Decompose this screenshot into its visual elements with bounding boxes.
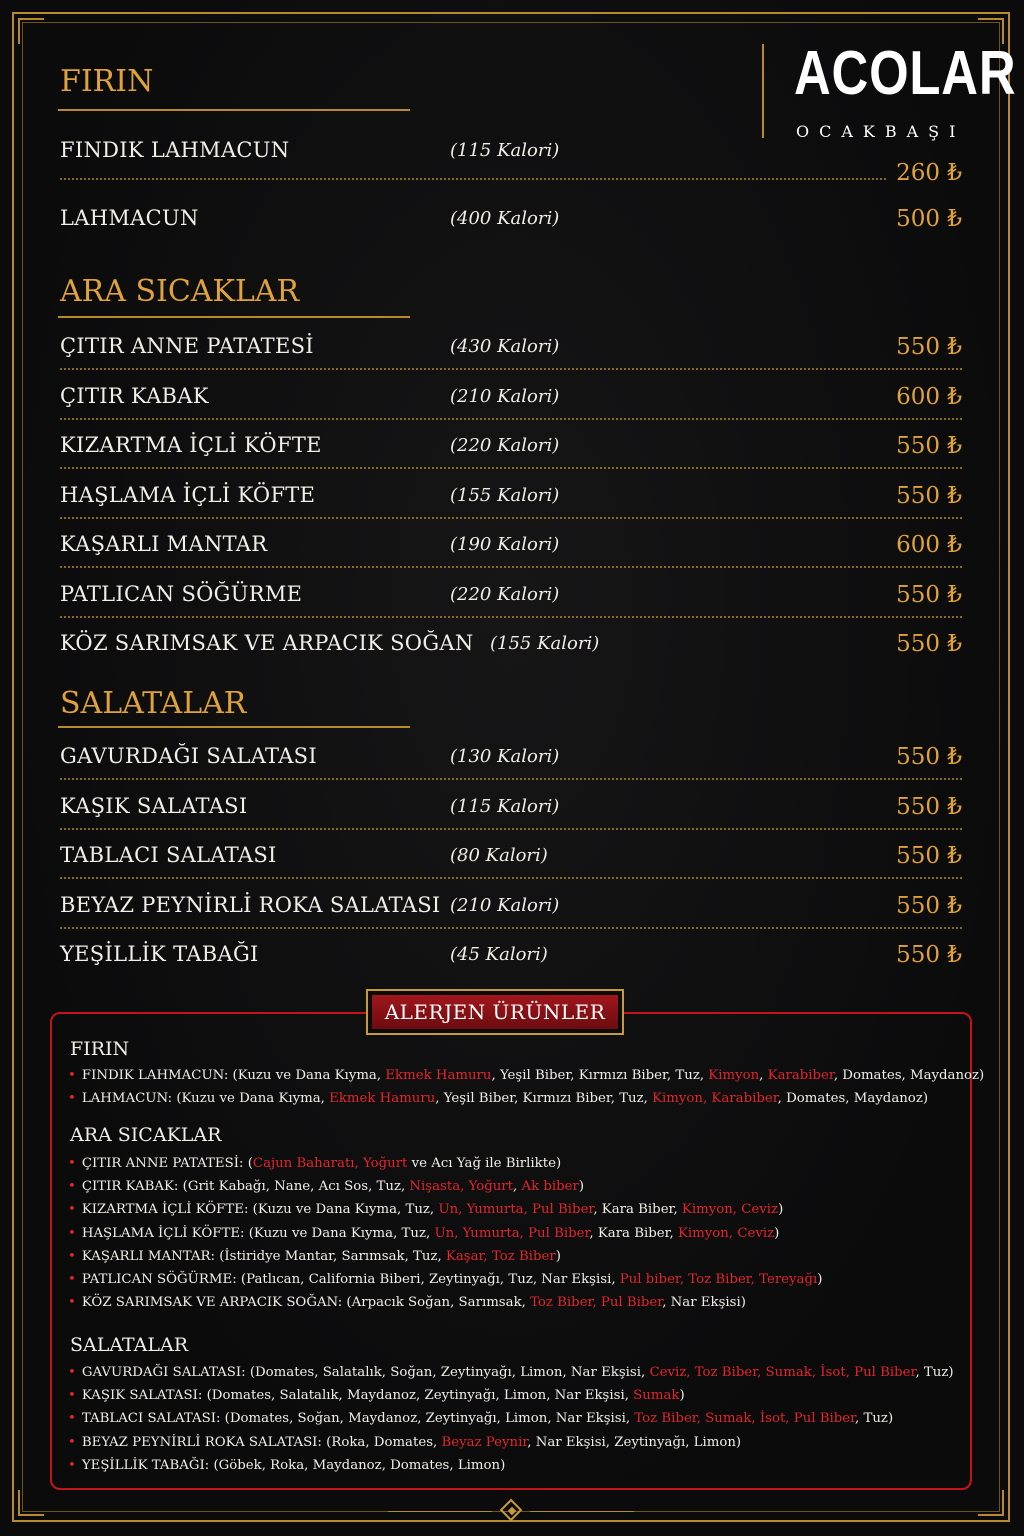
ingredient-text: , Yeşil Biber, Kırmızı Biber, Tuz, xyxy=(435,1091,653,1107)
allergen-group-title: FIRIN xyxy=(70,1038,130,1060)
bullet-icon: • xyxy=(68,1156,76,1171)
ingredient-text: YEŞİLLİK TABAĞI: (Göbek, Roka, Maydanoz, Domates, Limon) xyxy=(81,1457,506,1473)
allergen-highlight: Sumak xyxy=(633,1388,680,1404)
item-price: 260 ₺ xyxy=(896,160,962,186)
ingredient-text: , xyxy=(759,1068,768,1083)
ingredient-text: , Yeşil Biber, Kırmızı Biber, Tuz, xyxy=(491,1068,709,1083)
dotted-divider xyxy=(60,927,962,929)
allergen-line xyxy=(68,1431,954,1454)
item-calories: (80 Kalori) xyxy=(450,845,548,866)
bullet-icon: • xyxy=(68,1434,76,1450)
ingredient-text: , Tuz) xyxy=(915,1365,954,1380)
bottom-ornament xyxy=(0,1500,1024,1524)
section-title-firin: FIRIN xyxy=(60,64,154,99)
ingredient-text: KIZARTMA İÇLİ KÖFTE: (Kuzu ve Dana Kıyma, Tuz, xyxy=(81,1202,439,1218)
dotted-divider xyxy=(60,828,962,830)
ingredient-text: ) xyxy=(817,1272,823,1288)
bullet-icon: • xyxy=(68,1411,76,1427)
menu-item xyxy=(60,582,962,630)
menu-item xyxy=(60,384,962,432)
dotted-divider xyxy=(60,467,962,469)
allergen-highlight: Un, Yumurta, Pul Biber xyxy=(434,1225,590,1241)
item-calories: (130 Kalori) xyxy=(450,746,560,767)
item-price: 550 ₺ xyxy=(896,483,962,509)
item-price: 600 ₺ xyxy=(896,384,962,410)
dotted-divider xyxy=(60,178,886,180)
bullet-icon: • xyxy=(68,1179,76,1195)
item-calories: (220 Kalori) xyxy=(450,435,560,456)
allergen-highlight: Ak biber xyxy=(521,1179,579,1195)
item-name: YEŞİLLİK TABAĞI xyxy=(60,942,259,966)
dotted-divider xyxy=(60,517,962,519)
ingredient-text: KAŞARLI MANTAR: (İstiridye Mantar, Sarımsak, Tuz, xyxy=(81,1248,446,1264)
dotted-divider xyxy=(60,566,962,568)
item-calories: (220 Kalori) xyxy=(450,584,560,605)
brand-logo xyxy=(762,39,1017,141)
bullet-icon: • xyxy=(68,1365,76,1380)
allergen-line xyxy=(68,1407,954,1430)
item-price: 550 ₺ xyxy=(896,942,962,968)
item-price: 550 ₺ xyxy=(896,744,962,770)
allergen-line xyxy=(68,1087,984,1110)
item-calories: (115 Kalori) xyxy=(450,140,560,161)
ingredient-text: BEYAZ PEYNİRLİ ROKA SALATASI: (Roka, Domates, xyxy=(81,1434,442,1450)
bullet-icon: • xyxy=(68,1091,76,1107)
dotted-divider xyxy=(60,877,962,879)
ingredient-text: FINDIK LAHMACUN: (Kuzu ve Dana Kıyma, xyxy=(81,1068,386,1083)
allergen-line xyxy=(68,1152,822,1175)
section-rule xyxy=(58,316,410,318)
allergen-group-title: SALATALAR xyxy=(70,1334,189,1356)
bullet-icon: • xyxy=(68,1295,76,1311)
menu-item xyxy=(60,433,962,481)
item-name: FINDIK LAHMACUN xyxy=(60,138,290,162)
allergen-highlight: Kimyon xyxy=(708,1068,760,1083)
menu-item xyxy=(60,631,962,679)
item-name: BEYAZ PEYNİRLİ ROKA SALATASI xyxy=(60,893,441,917)
item-calories: (400 Kalori) xyxy=(450,208,560,229)
item-name: KAŞIK SALATASI xyxy=(60,794,248,818)
allergen-line xyxy=(68,1268,822,1291)
allergen-line xyxy=(68,1222,822,1245)
item-name: KAŞARLI MANTAR xyxy=(60,532,268,556)
allergen-line xyxy=(68,1384,954,1407)
bullet-icon: • xyxy=(68,1272,76,1288)
item-price: 600 ₺ xyxy=(896,532,962,558)
allergen-highlight: Kaşar, Toz Biber xyxy=(445,1248,556,1264)
item-calories: (190 Kalori) xyxy=(450,534,560,555)
allergen-line xyxy=(68,1175,822,1198)
item-name: PATLICAN SÖĞÜRME xyxy=(60,582,303,606)
ingredient-text: PATLICAN SÖĞÜRME: (Patlıcan, California Biberi, Zeytinyağı, Tuz, Nar Ekşisi, xyxy=(81,1272,620,1288)
ingredient-text: ) xyxy=(778,1202,784,1218)
bullet-icon: • xyxy=(68,1248,76,1264)
allergen-line xyxy=(68,1198,822,1221)
menu-item xyxy=(60,138,962,186)
bullet-icon: • xyxy=(68,1202,76,1218)
item-name: KÖZ SARIMSAK VE ARPACIK SOĞAN xyxy=(60,631,474,655)
allergen-line xyxy=(68,1064,984,1087)
ingredient-text: , Nar Ekşisi, Zeytinyağı, Limon) xyxy=(527,1434,742,1450)
allergen-list xyxy=(68,1361,954,1477)
allergen-line xyxy=(68,1361,954,1384)
allergen-line xyxy=(68,1454,954,1477)
allergen-highlight: Kimyon, Ceviz xyxy=(677,1225,775,1241)
allergen-highlight: Toz Biber, Sumak, İsot, Pul Biber xyxy=(634,1411,856,1427)
dotted-divider xyxy=(60,368,962,370)
menu-item xyxy=(60,334,962,382)
bullet-icon: • xyxy=(68,1068,76,1083)
ingredient-text: GAVURDAĞI SALATASI: (Domates, Salatalık, Soğan, Zeytinyağı, Limon, Nar Ekşisi, xyxy=(81,1365,650,1380)
ingredient-text: , Nar Ekşisi) xyxy=(662,1295,746,1311)
bullet-icon: • xyxy=(68,1388,76,1404)
allergen-line xyxy=(68,1291,822,1314)
item-price: 550 ₺ xyxy=(896,582,962,608)
item-name: LAHMACUN xyxy=(60,206,199,230)
item-price: 550 ₺ xyxy=(896,843,962,869)
allergen-title: ALERJEN ÜRÜNLER xyxy=(384,1000,606,1024)
allergen-highlight: Nişasta, Yoğurt xyxy=(409,1179,514,1195)
menu-item xyxy=(60,206,962,254)
ornament-line xyxy=(388,1511,492,1512)
item-price: 550 ₺ xyxy=(896,433,962,459)
ornament-line xyxy=(530,1511,634,1512)
ingredient-text: , Kara Biber, xyxy=(589,1225,678,1241)
allergen-highlight: Toz Biber, Pul Biber xyxy=(530,1295,663,1311)
ingredient-text: ) xyxy=(578,1179,585,1195)
dotted-divider xyxy=(60,778,962,780)
allergen-highlight: Kimyon, Karabiber xyxy=(652,1091,778,1107)
menu-item xyxy=(60,744,962,792)
item-calories: (45 Kalori) xyxy=(450,944,548,965)
ingredient-text: ) xyxy=(555,1248,561,1264)
menu-item xyxy=(60,942,962,990)
bullet-icon: • xyxy=(68,1225,76,1241)
allergen-list xyxy=(68,1064,984,1110)
allergen-highlight: Beyaz Peynir xyxy=(441,1434,528,1450)
menu-item xyxy=(60,532,962,580)
item-calories: (155 Kalori) xyxy=(490,633,600,654)
item-calories: (210 Kalori) xyxy=(450,895,560,916)
ingredient-text: ve Acı Yağ ile Birlikte) xyxy=(407,1156,562,1171)
item-price: 500 ₺ xyxy=(896,206,962,232)
menu-item xyxy=(60,843,962,891)
item-calories: (430 Kalori) xyxy=(450,336,560,357)
allergen-group-title: ARA SICAKLAR xyxy=(70,1124,222,1146)
menu-item xyxy=(60,483,962,531)
allergen-highlight: Ekmek Hamuru xyxy=(329,1091,436,1107)
ingredient-text: HAŞLAMA İÇLİ KÖFTE: (Kuzu ve Dana Kıyma, Tuz, xyxy=(81,1225,435,1241)
logo-divider xyxy=(762,44,764,138)
item-price: 550 ₺ xyxy=(896,334,962,360)
allergen-highlight: Un, Yumurta, Pul Biber xyxy=(438,1202,594,1218)
item-name: ÇITIR KABAK xyxy=(60,384,209,408)
menu-item xyxy=(60,893,962,941)
allergen-badge-fill xyxy=(372,995,618,1029)
allergen-badge xyxy=(366,989,624,1035)
menu-item xyxy=(60,794,962,842)
ingredient-text: , xyxy=(513,1179,522,1195)
ingredient-text: LAHMACUN: (Kuzu ve Dana Kıyma, xyxy=(81,1091,330,1107)
item-calories: (155 Kalori) xyxy=(450,485,560,506)
section-title-ara-sicaklar: ARA SICAKLAR xyxy=(60,274,300,309)
item-name: HAŞLAMA İÇLİ KÖFTE xyxy=(60,483,316,507)
item-name: GAVURDAĞI SALATASI xyxy=(60,744,317,768)
allergen-highlight: Ekmek Hamuru xyxy=(385,1068,492,1083)
item-price: 550 ₺ xyxy=(896,631,962,657)
ingredient-text: ÇITIR ANNE PATATESİ: ( xyxy=(81,1156,253,1171)
ingredient-text: ) xyxy=(774,1225,780,1241)
dotted-divider xyxy=(60,418,962,420)
ingredient-text: KAŞIK SALATASI: (Domates, Salatalık, Maydanoz, Zeytinyağı, Limon, Nar Ekşisi, xyxy=(81,1388,634,1404)
item-name: TABLACI SALATASI xyxy=(60,843,277,867)
item-price: 550 ₺ xyxy=(896,893,962,919)
section-rule xyxy=(58,726,410,728)
allergen-highlight: Cajun Baharatı, Yoğurt xyxy=(252,1156,408,1171)
allergen-highlight: Karabiber xyxy=(767,1068,834,1083)
brand-name: ACOLAR xyxy=(794,39,1017,108)
allergen-highlight: Pul biber, Toz Biber, Tereyağı xyxy=(619,1272,818,1288)
ingredient-text: ÇITIR KABAK: (Grit Kabağı, Nane, Acı Sos, Tuz, xyxy=(81,1179,410,1195)
ingredient-text: , Kara Biber, xyxy=(593,1202,682,1218)
item-name: ÇITIR ANNE PATATESİ xyxy=(60,334,314,358)
section-title-salatalar: SALATALAR xyxy=(60,686,247,721)
ingredient-text: ) xyxy=(679,1388,685,1404)
ingredient-text: , Domates, Maydanoz) xyxy=(777,1091,929,1107)
allergen-highlight: Ceviz, Toz Biber, Sumak, İsot, Pul Biber xyxy=(649,1365,916,1380)
item-name: KIZARTMA İÇLİ KÖFTE xyxy=(60,433,322,457)
allergen-line xyxy=(68,1245,822,1268)
section-rule xyxy=(58,109,410,111)
ingredient-text: KÖZ SARIMSAK VE ARPACIK SOĞAN: (Arpacık Soğan, Sarımsak, xyxy=(81,1295,531,1311)
item-calories: (115 Kalori) xyxy=(450,796,560,817)
bullet-icon: • xyxy=(68,1457,76,1473)
ingredient-text: , Domates, Maydanoz) xyxy=(833,1068,985,1083)
allergen-list xyxy=(68,1152,822,1314)
item-price: 550 ₺ xyxy=(896,794,962,820)
dotted-divider xyxy=(60,616,962,618)
ingredient-text: , Tuz) xyxy=(855,1411,894,1427)
ingredient-text: TABLACI SALATASI: (Domates, Soğan, Maydanoz, Zeytinyağı, Limon, Nar Ekşisi, xyxy=(81,1411,635,1427)
allergen-highlight: Kimyon, Ceviz xyxy=(681,1202,779,1218)
brand-subtitle: OCAKBAŞI xyxy=(796,122,966,141)
item-calories: (210 Kalori) xyxy=(450,386,560,407)
